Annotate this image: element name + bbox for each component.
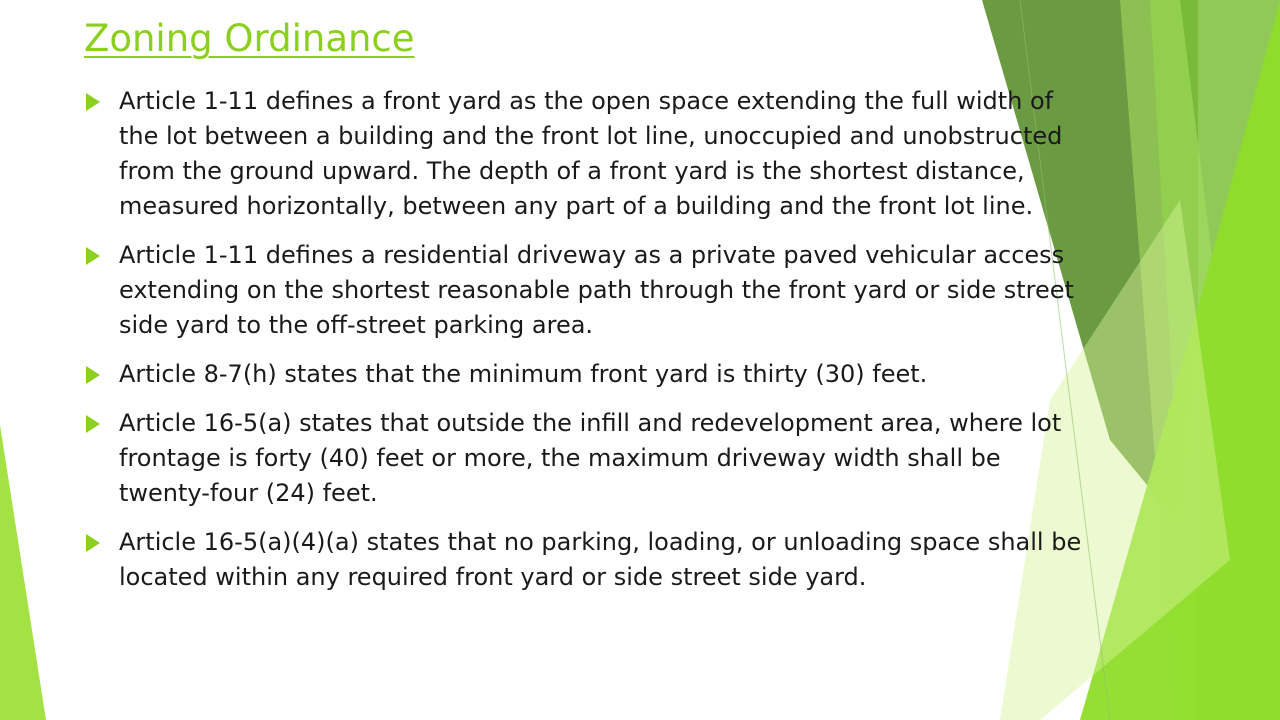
bullet-text: Article 16-5(a) states that outside the infill and redevelopment area, where lot frontage is forty (40) feet or more, the maximum driveway width shall be twenty-four (24) feet.: [119, 409, 1062, 507]
arrow-bullet-icon: [86, 247, 100, 265]
bullet-text: Article 1-11 defines a residential driveway as a private paved vehicular access extending on the shortest reasonable path through the front yard or side street side yard to the off-street parking area.: [119, 241, 1074, 339]
bullet-item: [84, 84, 1184, 224]
left-green-sliver: [0, 425, 46, 720]
bullet-text: Article 1-11 defines a front yard as the open space extending the full width of the lot between a building and the front lot line, unoccupied and unobstructed from the ground upward. The depth of a front yard is the shortest distance, measured horizontally, between any part of a building and the front lot line.: [119, 87, 1063, 220]
bullet-list: [84, 84, 1184, 609]
arrow-bullet-icon: [86, 366, 100, 384]
bullet-text: Article 16-5(a)(4)(a) states that no parking, loading, or unloading space shall be located within any required front yard or side street side yard.: [119, 528, 1082, 591]
bullet-item: [84, 357, 1184, 392]
arrow-bullet-icon: [86, 93, 100, 111]
bullet-item: [84, 406, 1184, 511]
bullet-text: Article 8-7(h) states that the minimum front yard is thirty (30) feet.: [119, 360, 928, 388]
bullet-item: [84, 525, 1184, 595]
arrow-bullet-icon: [86, 534, 100, 552]
bullet-item: [84, 238, 1184, 343]
arrow-bullet-icon: [86, 415, 100, 433]
slide-title: Zoning Ordinance: [84, 17, 415, 60]
